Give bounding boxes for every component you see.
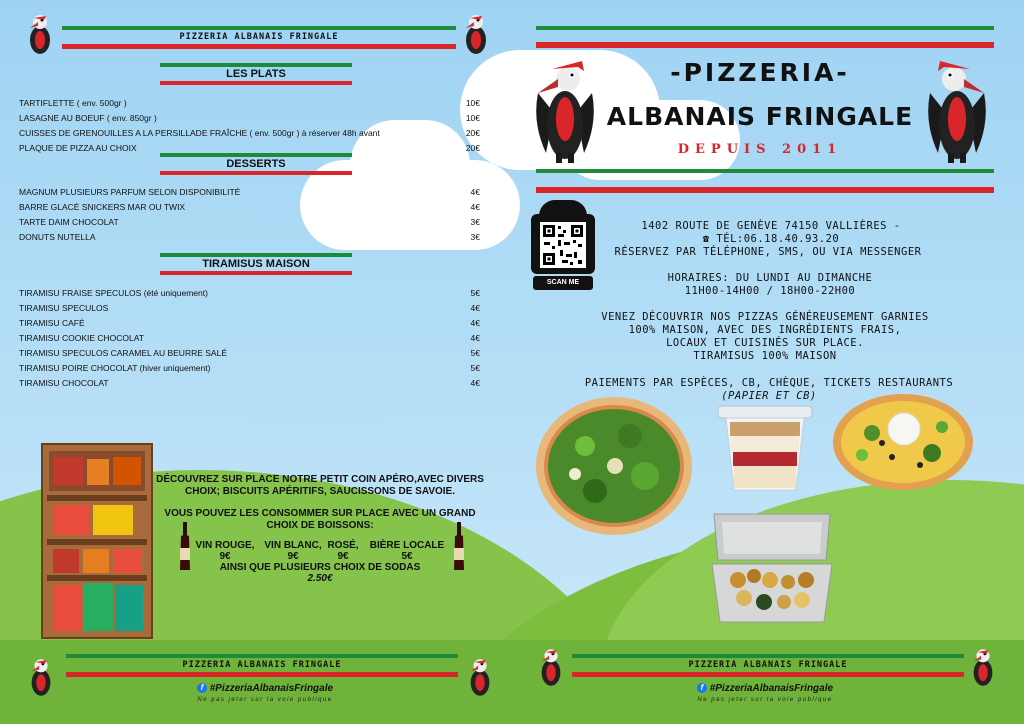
- pizza-burrata-photo: [832, 393, 974, 491]
- tiramisu-cup-photo: [716, 404, 814, 492]
- menu-item: TARTIFLETTE ( env. 500gr ): [19, 98, 127, 108]
- menu-item: PLAQUE DE PIZZA AU CHOIX: [19, 143, 137, 153]
- menu-item: MAGNUM PLUSIEURS PARFUM SELON DISPONIBILITÉ: [19, 187, 241, 197]
- drink-item: [323, 540, 363, 562]
- drink-price: 9€: [287, 551, 299, 562]
- facebook-icon: f: [197, 683, 207, 693]
- left-footer-note: Ne pas jeter sur la voie publique: [197, 697, 333, 703]
- right-footer-note: Ne pas jeter sur la voie publique: [697, 697, 833, 703]
- section-tiramisus-banner: [160, 253, 352, 275]
- menu-item: TARTE DAIM CHOCOLAT: [19, 217, 119, 227]
- vulture-mascot-icon: [968, 646, 998, 688]
- menu-item: TIRAMISU CHOCOLAT: [19, 378, 109, 388]
- menu-price: 3€: [470, 232, 480, 242]
- payments-sub-text: (PAPIER ET CB): [721, 390, 817, 402]
- menu-price: 20€: [465, 143, 480, 153]
- vulture-mascot-icon: [26, 656, 56, 698]
- menu-item: LASAGNE AU BOEUF ( env. 850gr ): [19, 113, 157, 123]
- menu-price: 10€: [465, 113, 480, 123]
- takeaway-box-photo: [710, 510, 834, 626]
- drink-price: 5€: [401, 551, 413, 562]
- drink-price: 9€: [219, 551, 231, 562]
- right-footer-banner: [572, 654, 964, 677]
- left-facebook-link[interactable]: [190, 683, 340, 694]
- qr-code-icon: [540, 222, 586, 268]
- menu-price: 10€: [465, 98, 480, 108]
- menu-item: DONUTS NUTELLA: [19, 232, 96, 242]
- vulture-mascot-icon: [924, 53, 990, 165]
- desc-line: LOCAUX ET CUISINÉS SUR PLACE.: [666, 337, 864, 349]
- hours-text: 11H00-14H00 / 18H00-22H00: [684, 285, 856, 297]
- drink-item: [367, 540, 447, 562]
- section-title: DESSERTS: [226, 158, 286, 170]
- grass-ground: [0, 640, 1024, 724]
- menu-price: 3€: [470, 217, 480, 227]
- scan-me-label: SCAN ME: [533, 276, 593, 290]
- menu-price: 4€: [470, 187, 480, 197]
- menu-item: CUISSES DE GRENOUILLES A LA PERSILLADE FRAÎCHE ( env. 500gr ) à réserver 48h avant: [19, 128, 380, 138]
- facebook-icon: f: [697, 683, 707, 693]
- right-top-flag-bar: [536, 26, 994, 48]
- qr-code-box[interactable]: [531, 200, 595, 292]
- section-title: TIRAMISUS MAISON: [202, 258, 310, 270]
- menu-item: TIRAMISU CAFÉ: [19, 318, 85, 328]
- payments-text: PAIEMENTS PAR ESPÈCES, CB, CHÈQUE, TICKETS RESTAURANTS: [584, 377, 954, 389]
- address-text: 1402 ROUTE DE GENÈVE 74150 VALLIÈRES -: [641, 220, 901, 232]
- apero-shelf-photo: [41, 443, 153, 639]
- section-plats-banner: [160, 63, 352, 85]
- section-title: LES PLATS: [226, 68, 286, 80]
- title-line-1: -PIZZERIA-: [670, 58, 850, 87]
- right-mid-flag-bar: [536, 169, 994, 193]
- drink-name: ROSÉ,: [327, 540, 359, 551]
- apero-line: CHOIX; BISCUITS APÉRITIFS, SAUCISSONS DE SAVOIE.: [184, 486, 456, 497]
- reserve-text: RÉSERVEZ PAR TÉLÉPHONE, SMS, OU VIA MESSENGER: [614, 246, 922, 258]
- pizza-arugula-photo: [535, 396, 693, 536]
- drink-item: [263, 540, 323, 562]
- apero-line: CHOIX DE BOISSONS:: [266, 520, 374, 531]
- menu-item: TIRAMISU SPECULOS CARAMEL AU BEURRE SALÉ: [19, 348, 227, 358]
- hours-title: HORAIRES: DU LUNDI AU DIMANCHE: [667, 272, 873, 284]
- menu-item: TIRAMISU FRAISE SPECULOS (été uniquement): [19, 288, 208, 298]
- apero-line: DÉCOUVREZ SUR PLACE NOTRE PETIT COIN APÉRO,AVEC DIVERS: [156, 474, 484, 485]
- menu-price: 4€: [470, 378, 480, 388]
- since-label: DEPUIS 2011: [677, 142, 843, 157]
- section-desserts-banner: [160, 153, 352, 175]
- facebook-handle: #PizzeriaAlbanaisFringale: [709, 683, 834, 694]
- menu-price: 4€: [470, 303, 480, 313]
- drink-price: 9€: [337, 551, 349, 562]
- phone-text: ☎ TÉL:06.18.40.93.20: [702, 233, 840, 245]
- left-header-banner: [62, 26, 456, 49]
- menu-price: 5€: [470, 288, 480, 298]
- drink-name: VIN ROUGE,: [195, 540, 255, 551]
- menu-price: 5€: [470, 363, 480, 373]
- menu-item: TIRAMISU COOKIE CHOCOLAT: [19, 333, 144, 343]
- desc-line: 100% MAISON, AVEC DES INGRÉDIENTS FRAIS,: [628, 324, 902, 336]
- drink-name: BIÈRE LOCALE: [369, 540, 445, 551]
- apero-text: [150, 474, 490, 532]
- desc-line: TIRAMISUS 100% MAISON: [693, 350, 837, 362]
- left-footer-banner: [66, 654, 458, 677]
- drink-item: [195, 540, 255, 562]
- drink-name: VIN BLANC,: [264, 540, 322, 551]
- facebook-handle: #PizzeriaAlbanaisFringale: [209, 683, 334, 694]
- footer-title: PIZZERIA ALBANAIS FRINGALE: [182, 660, 342, 670]
- menu-price: 4€: [470, 318, 480, 328]
- desc-line: VENEZ DÉCOUVRIR NOS PIZZAS GÉNÉREUSEMENT GARNIES: [601, 311, 929, 323]
- menu-item: BARRE GLACÉ SNICKERS MAR OU TWIX: [19, 202, 186, 212]
- vulture-mascot-icon: [465, 656, 495, 698]
- vulture-mascot-icon: [532, 53, 598, 165]
- menu-price: 4€: [470, 333, 480, 343]
- menu-item: TIRAMISU POIRE CHOCOLAT (hiver uniquement): [19, 363, 211, 373]
- header-title: PIZZERIA ALBANAIS FRINGALE: [179, 32, 339, 42]
- vulture-mascot-icon: [460, 12, 492, 56]
- sodas-line: AINSI QUE PLUSIEURS CHOIX DE SODAS: [219, 562, 421, 573]
- footer-title: PIZZERIA ALBANAIS FRINGALE: [688, 660, 848, 670]
- apero-line: VOUS POUVEZ LES CONSOMMER SUR PLACE AVEC UN GRAND: [164, 508, 476, 519]
- vulture-mascot-icon: [24, 12, 56, 56]
- soda-price: 2.50€: [307, 573, 333, 584]
- menu-price: 4€: [470, 202, 480, 212]
- title-line-2: ALBANAIS FRINGALE: [606, 102, 914, 131]
- right-facebook-link[interactable]: [690, 683, 840, 694]
- sodas-text: [150, 562, 490, 584]
- menu-price: 20€: [465, 128, 480, 138]
- vulture-mascot-icon: [536, 646, 566, 688]
- menu-item: TIRAMISU SPECULOS: [19, 303, 109, 313]
- menu-price: 5€: [470, 348, 480, 358]
